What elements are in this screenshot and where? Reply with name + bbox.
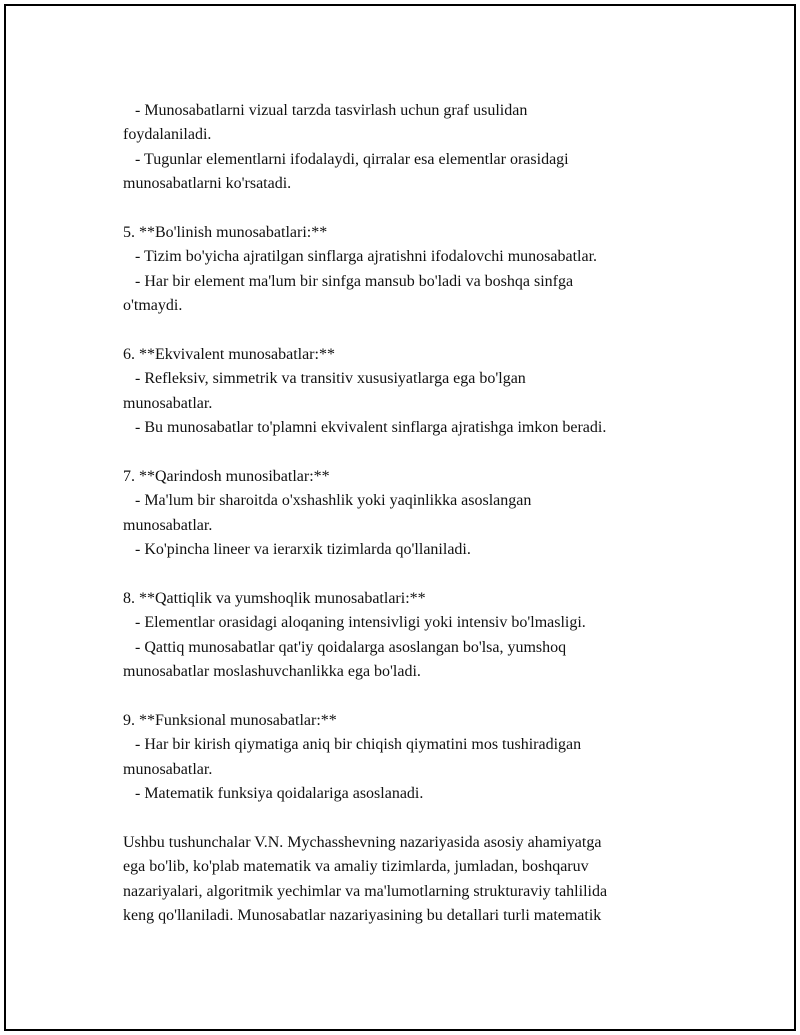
text-line: munosabatlar.	[123, 760, 213, 778]
page-frame	[4, 4, 796, 1031]
text-line: keng qo'llaniladi. Munosabatlar nazariyasining bu detallari turli matematik	[123, 906, 602, 924]
text-line: - Munosabatlarni vizual tarzda tasvirlash uchun graf usulidan	[123, 102, 528, 119]
blank-line	[123, 440, 693, 464]
text-line: ega bo'lib, ko'plab matematik va amaliy tizimlarda, jumladan, boshqaruv	[123, 858, 589, 876]
blank-line	[123, 562, 693, 586]
text-line: o'tmaydi.	[123, 297, 183, 315]
text-line: - Bu munosabatlar to'plamni ekvivalent sinflarga ajratishga imkon beradi.	[123, 419, 607, 437]
document-body	[123, 99, 693, 928]
text-line: - Tizim bo'yicha ajratilgan sinflarga ajratishni ifodalovchi munosabatlar.	[123, 248, 598, 266]
text-line: - Refleksiv, simmetrik va transitiv xususiyatlarga ega bo'lgan	[123, 370, 526, 388]
text-line: 9. **Funksional munosabatlar:**	[123, 711, 337, 729]
text-line: foydalaniladi.	[123, 126, 212, 144]
text-line: - Har bir element ma'lum bir sinfga mansub bo'ladi va boshqa sinfga	[123, 272, 574, 290]
text-line: munosabatlar.	[123, 394, 213, 412]
text-line: Ushbu tushunchalar V.N. Mychasshevning nazariyasida asosiy ahamiyatga	[123, 833, 602, 851]
blank-line	[123, 684, 693, 708]
text-line: nazariyalari, algoritmik yechimlar va ma'lumotlarning strukturaviy tahlilida	[123, 882, 608, 900]
text-line: - Qattiq munosabatlar qat'iy qoidalarga asoslangan bo'lsa, yumshoq	[123, 638, 567, 656]
text-line: munosabatlar moslashuvchanlikka ega bo'ladi.	[123, 662, 421, 680]
blank-line	[123, 806, 693, 830]
text-line: - Elementlar orasidagi aloqaning intensivligi yoki intensiv bo'lmasligi.	[123, 614, 586, 632]
text-line: - Matematik funksiya qoidalariga asoslanadi.	[123, 784, 424, 802]
blank-line	[123, 197, 693, 221]
text-line: 5. **Bo'linish munosabatlari:**	[123, 223, 328, 241]
text-line: munosabatlar.	[123, 516, 213, 534]
text-line: 8. **Qattiqlik va yumshoqlik munosabatlari:**	[123, 589, 426, 607]
text-line: - Ko'pincha lineer va ierarxik tizimlarda qo'llaniladi.	[123, 541, 471, 559]
text-line: 6. **Ekvivalent munosabatlar:**	[123, 345, 335, 363]
text-line: - Ma'lum bir sharoitda o'xshashlik yoki yaqinlikka asoslangan	[123, 492, 532, 510]
text-line: - Tugunlar elementlarni ifodalaydi, qirralar esa elementlar orasidagi	[123, 150, 569, 168]
text-line: 7. **Qarindosh munosibatlar:**	[123, 467, 330, 485]
text-line: munosabatlarni ko'rsatadi.	[123, 175, 292, 193]
text-line: - Har bir kirish qiymatiga aniq bir chiqish qiymatini mos tushiradigan	[123, 736, 582, 754]
blank-line	[123, 319, 693, 343]
